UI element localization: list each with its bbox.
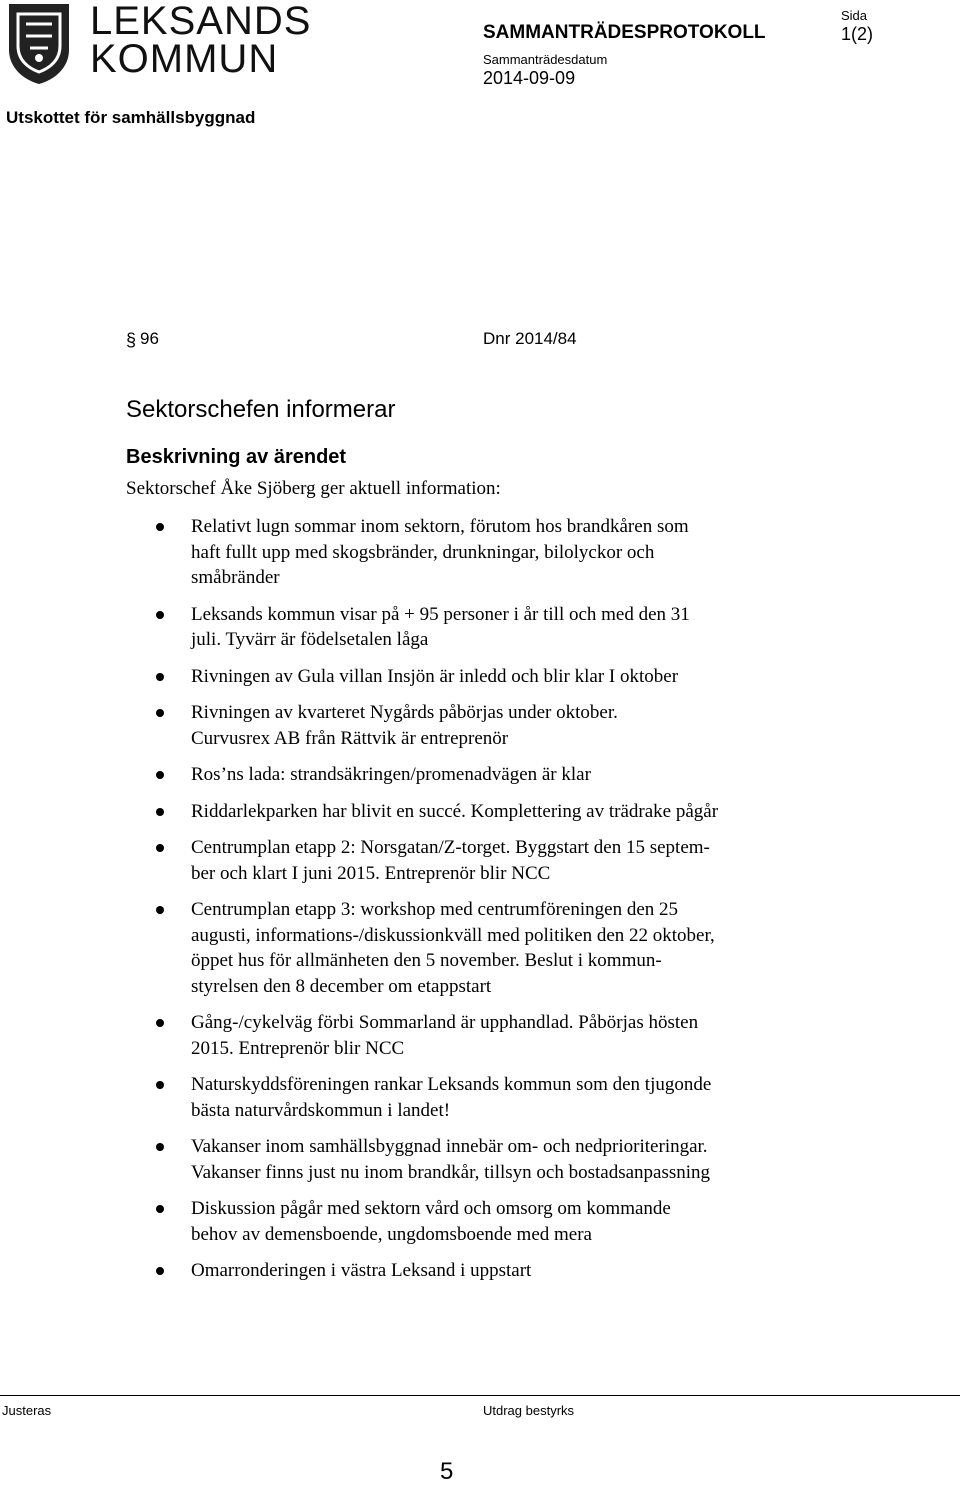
bullet-icon xyxy=(156,1143,164,1151)
bullet-text-line: bästa naturvårdskommun i landet! xyxy=(191,1099,451,1121)
list-item xyxy=(126,1196,816,1247)
bullet-text-line: behov av demensboende, ungdomsboende med mera xyxy=(191,1223,592,1245)
bullet-icon xyxy=(156,1019,164,1027)
list-item xyxy=(126,1072,816,1123)
paragraph-symbol: § xyxy=(126,330,137,350)
bullet-text-line: Relativt lugn sommar inom sektorn, förutom hos brandkåren som xyxy=(191,516,689,537)
bullet-text-line: Rivningen av kvarteret Nygårds påbörjas under oktober. xyxy=(191,702,618,723)
bullet-text-line: Curvusrex AB från Rättvik är entreprenör xyxy=(191,727,509,749)
bullet-text-line: haft fullt upp med skogsbränder, drunkningar, bilolyckor och xyxy=(191,541,655,563)
bullet-text-line: Centrumplan etapp 3: workshop med centrumföreningen den 25 xyxy=(191,899,679,920)
list-item xyxy=(126,602,816,653)
list-item xyxy=(126,835,816,886)
bullet-text-line: styrelsen den 8 december om etappstart xyxy=(191,975,492,997)
bullet-icon xyxy=(156,808,164,816)
list-item xyxy=(126,799,816,825)
bullet-icon xyxy=(156,673,164,681)
bullet-list xyxy=(126,514,816,1295)
list-item xyxy=(126,1010,816,1061)
bullet-text-line: Vakanser inom samhällsbyggnad innebär om- och nedprioriteringar. xyxy=(191,1136,708,1157)
date-label: Sammanträdesdatum xyxy=(483,52,608,67)
bullet-text-line: ber och klart I juni 2015. Entreprenör blir NCC xyxy=(191,862,551,884)
brand-line-1: LEKSANDS xyxy=(90,0,312,43)
bullet-text-line: Centrumplan etapp 2: Norsgatan/Z-torget. Byggstart den 15 septem- xyxy=(191,837,710,858)
bullet-icon xyxy=(156,906,164,914)
leksands-coat-of-arms-logo xyxy=(6,2,72,86)
section-heading: Beskrivning av ärendet xyxy=(126,446,347,468)
bullet-text-line: 2015. Entreprenör blir NCC xyxy=(191,1037,405,1059)
bullet-text-line: Omarronderingen i västra Leksand i uppstart xyxy=(191,1260,532,1281)
bullet-icon xyxy=(156,1267,164,1275)
utdrag-label: Utdrag bestyrks xyxy=(483,1403,575,1418)
case-reference: Dnr 2014/84 xyxy=(483,329,577,348)
paragraph-number: 96 xyxy=(140,329,159,348)
list-item xyxy=(126,514,816,591)
bullet-text-line: Riddarlekparken har blivit en succé. Komplettering av trädrake pågår xyxy=(191,800,719,822)
page-label: Sida xyxy=(841,8,868,23)
bullet-text-line: Ros’ns lada: strandsäkringen/promenadvägen är klar xyxy=(191,764,591,785)
bullet-text-line: Vakanser finns just nu inom brandkår, tillsyn och bostadsanpassning xyxy=(191,1161,711,1183)
page-number: 5 xyxy=(440,1458,454,1485)
bullet-text-line: Gång-/cykelväg förbi Sommarland är upphandlad. Påbörjas hösten xyxy=(191,1012,699,1033)
bullet-icon xyxy=(156,709,164,717)
bullet-text-line: juli. Tyvärr är födelsetalen låga xyxy=(191,629,429,650)
bullet-text-line: småbränder xyxy=(191,567,280,588)
intro-text: Sektorschef Åke Sjöberg ger aktuell information: xyxy=(126,478,501,499)
bullet-text-line: öppet hus för allmänheten den 5 november. Beslut i kommun- xyxy=(191,950,662,971)
bullet-icon xyxy=(156,523,164,531)
footer-divider xyxy=(0,1395,960,1396)
case-title: Sektorschefen informerar xyxy=(126,396,396,423)
list-item xyxy=(126,1134,816,1185)
committee-name: Utskottet för samhällsbyggnad xyxy=(6,108,256,127)
bullet-text-line: augusti, informations-/diskussionkväll med politiken den 22 oktober, xyxy=(191,924,715,946)
bullet-text-line: Naturskyddsföreningen rankar Leksands kommun som den tjugonde xyxy=(191,1074,712,1095)
list-item xyxy=(126,700,816,751)
page-indicator: 1(2) xyxy=(841,24,874,44)
list-item xyxy=(126,664,816,690)
bullet-icon xyxy=(156,611,164,619)
bullet-icon xyxy=(156,771,164,779)
justeras-label: Justeras xyxy=(2,1403,52,1418)
bullet-icon xyxy=(156,1081,164,1089)
bullet-text-line: Leksands kommun visar på + 95 personer i år till och med den 31 xyxy=(191,603,690,625)
list-item xyxy=(126,762,816,788)
bullet-icon xyxy=(156,844,164,852)
bullet-text-line: Diskussion pågår med sektorn vård och omsorg om kommande xyxy=(191,1198,671,1219)
brand-line-2: KOMMUN xyxy=(90,37,279,81)
document-title: SAMMANTRÄDESPROTOKOLL xyxy=(483,22,766,43)
meeting-date: 2014-09-09 xyxy=(483,68,576,88)
bullet-text-line: Rivningen av Gula villan Insjön är inledd och blir klar I oktober xyxy=(191,665,679,687)
list-item xyxy=(126,1258,816,1284)
brand-name xyxy=(90,0,312,81)
list-item xyxy=(126,897,816,999)
bullet-icon xyxy=(156,1205,164,1213)
